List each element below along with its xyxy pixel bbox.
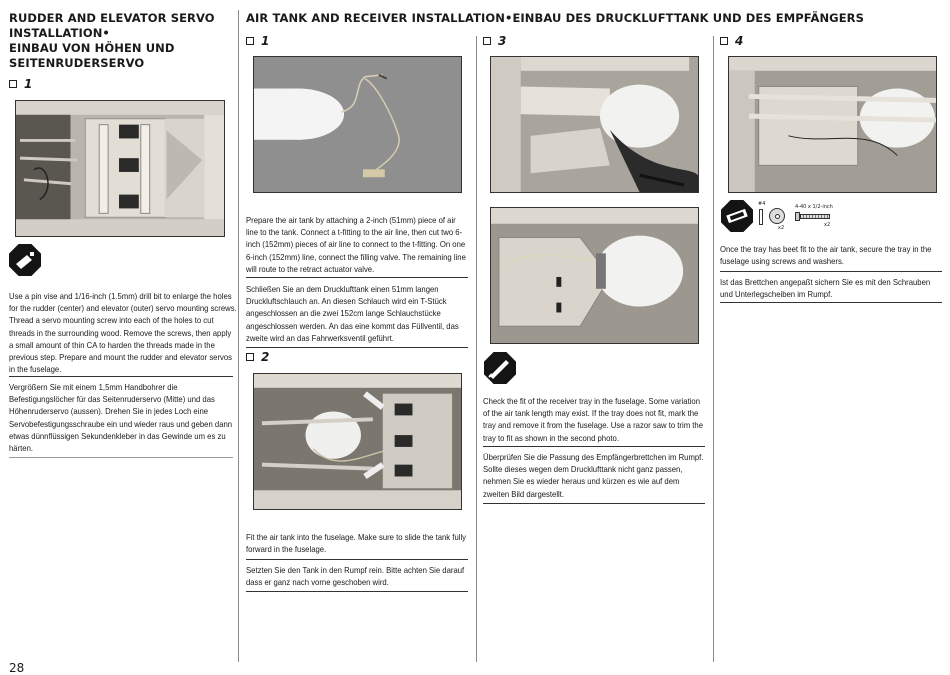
- checkbox-icon: [9, 80, 17, 88]
- screw-size-label: 4-40 x 1/2-inch: [795, 204, 833, 210]
- step-number: 1: [24, 77, 33, 91]
- step-marker-1: [246, 34, 269, 48]
- heading-line: INSTALLATION•: [9, 26, 110, 40]
- step-marker-4: [720, 34, 743, 48]
- air-tank-photo: [253, 56, 462, 193]
- step-number: 2: [261, 350, 270, 364]
- tool-icon: [9, 244, 41, 276]
- screw-shaft-icon: [800, 214, 830, 219]
- right-section-heading: AIR TANK AND RECEIVER INSTALLATION•EINBAU DES DRUCKLUFTTANK UND DES EMPFÄNGERS: [246, 11, 865, 25]
- step-marker-2: [246, 350, 269, 364]
- heading-line: RUDDER AND ELEVATOR SERVO: [9, 11, 215, 25]
- tank-in-fuselage-photo: [253, 373, 462, 510]
- checkbox-icon: [720, 37, 728, 45]
- step-marker-left-1: [9, 77, 32, 91]
- divider-line: [246, 559, 468, 560]
- saw-icon: [484, 352, 516, 384]
- step-number: 4: [735, 34, 744, 48]
- step-text-de: Vergrößern Sie mit einem 1,5mm Handbohrer die Befestigungslöcher für das Seitenruderservo (Mitte) und das Höhenruderservo (aussen). Drehen Sie in jedes Loch eine Servobefestigungsschraube ein und wieder raus und geben dann etwas dünnflüssigen Sekundenkleber in das Gewinde um es zu härten.: [9, 382, 233, 454]
- divider-line: [483, 503, 705, 504]
- receiver-tray-fit-photo: [490, 56, 699, 193]
- step-number: 1: [261, 34, 270, 48]
- washer-icon: [769, 208, 785, 224]
- step-text-en: Prepare the air tank by attaching a 2-inch (51mm) piece of air line to the tank. Connect a t-fitting to the air line, then cut two 6-inch (152mm) pieces of air line to connect to the t-fitting. On one 6-inch (152mm) line, connect the filling valve. The remaining line will route to the retract actuator valve.: [246, 215, 466, 274]
- divider-line: [483, 446, 705, 447]
- heading-line: EINBAU VON HÖHEN UND: [9, 41, 175, 55]
- step-text-de: Schließen Sie an dem Drucklufttank einen 51mm langen Druckluftschlauch an. An diesen Schlauch wird ein T-Stück angeschlossen an die zwei 152cm lange Schlauchstücke angeschlossen werden. An das eine kommt das Füllventil, das zweite wird an das Fahrwerksventil geführt.: [246, 284, 459, 343]
- step-text-de: Ist das Brettchen angepaßt sichern Sie es mit den Schrauben und Unterlegscheiben im Rumpf.: [720, 277, 931, 300]
- step-number: 3: [498, 34, 507, 48]
- screw-side-icon: [759, 209, 763, 225]
- step-marker-3: [483, 34, 506, 48]
- divider-line: [246, 347, 468, 348]
- checkbox-icon: [246, 37, 254, 45]
- divider-line: [9, 376, 233, 377]
- checkbox-icon: [483, 37, 491, 45]
- tray-secured-photo: [728, 56, 937, 193]
- washer-qty-label: x2: [778, 225, 785, 231]
- column-divider: [713, 36, 714, 662]
- left-section-heading: [9, 11, 234, 71]
- step-text-en: Check the fit of the receiver tray in the fuselage. Some variation of the air tank length may exist. If the tray does not fit, mark the tray and remove it from the fuselage. Use a razor saw to trim the tray to fit as shown in the second photo.: [483, 396, 704, 443]
- step-text-en: Fit the air tank into the fuselage. Make sure to slide the tank fully forward in the fuselage.: [246, 532, 467, 555]
- trimmed-tray-photo: [490, 207, 699, 344]
- divider-line: [720, 271, 942, 272]
- screw-qty-label: x2: [824, 222, 831, 228]
- checkbox-icon: [246, 353, 254, 361]
- step-text-en: Once the tray has beet fit to the air tank, secure the tray in the fuselage using screws and washers.: [720, 244, 932, 267]
- page-number: 28: [9, 661, 25, 675]
- divider-line: [720, 302, 942, 303]
- divider-line: [9, 457, 233, 458]
- divider-line: [246, 591, 468, 592]
- washer-size-label: #4: [758, 201, 766, 207]
- step-text-de: Überprüfen Sie die Passung des Empfängerbrettchen im Rumpf. Sollte dieses wegen dem Drucklufttank nicht ganz passen, nehmen Sie es wieder heraus und kürzen es wie auf dem zweiten Bild dargestellt.: [483, 452, 704, 499]
- step-text-en: Use a pin vise and 1/16-inch (1.5mm) drill bit to enlarge the holes for the rudder (center) and elevator (outer) servo mounting screws. Thread a servo mounting screw into each of the holes to cut threads in the surrounding wood. Remove the screws, then apply a small amount of thin CA to harden the threads made in the previous step. Prepare and mount the rudder and elevator servos in the fuselage.: [9, 291, 237, 375]
- divider-line: [246, 277, 468, 278]
- screwdriver-icon: [721, 200, 753, 232]
- step-text-de: Setzten Sie den Tank in den Rumpf rein. Bitte achten Sie darauf dass er ganz nach vorne geschoben wird.: [246, 565, 465, 588]
- heading-line: SEITENRUDERSERVO: [9, 56, 145, 70]
- column-divider: [238, 10, 239, 662]
- column-divider: [476, 36, 477, 662]
- servo-tray-photo: [15, 100, 225, 237]
